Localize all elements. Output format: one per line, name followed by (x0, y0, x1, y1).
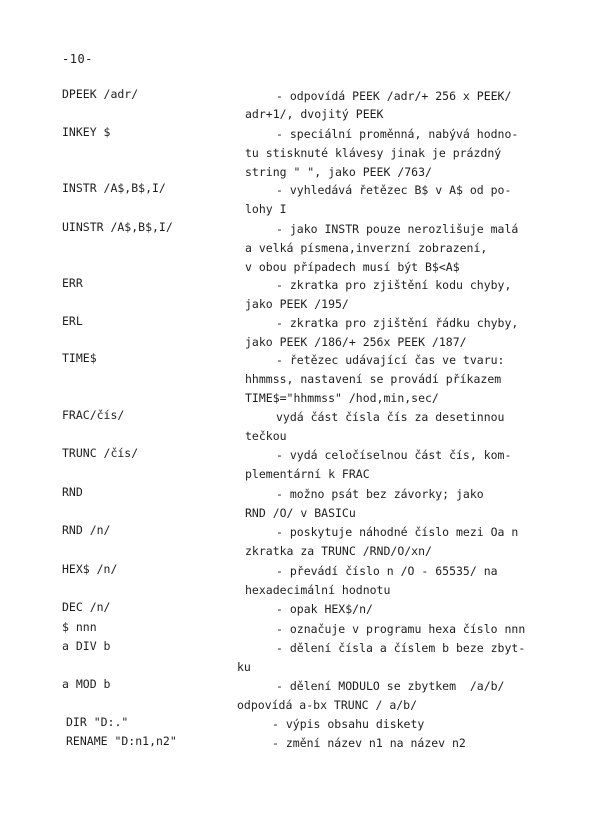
entry-description-line: - speciální proměnná, nabývá hodno- (276, 127, 519, 141)
entry-description-line: - jako INSTR pouze nerozlišuje malá (276, 222, 519, 236)
entry-term: HEX$ /n/ (62, 562, 118, 576)
entry-term: FRAC/čís/ (62, 408, 125, 422)
entry-description-line: - řetězec udávající čas ve tvaru: (276, 353, 505, 367)
entry-description-line: TIME$="hhmmss" /hod,min,sec/ (245, 391, 439, 405)
page-number: -10- (62, 52, 93, 66)
entry-description-line: - vydá celočíselnou část čís, kom- (276, 448, 512, 462)
entry-term: RENAME "D:n1,n2" (66, 734, 177, 748)
entry-description-line: - označuje v programu hexa číslo nnn (276, 622, 526, 636)
entry-term: ERL (62, 314, 83, 328)
entry-description-line: - odpovídá PEEK /adr/+ 256 x PEEK/ (276, 89, 512, 103)
entry-term: INKEY $ (62, 125, 111, 139)
entry-description-line: RND /O/ v BASICu (245, 506, 356, 520)
entry-description-line: - opak HEX$/n/ (276, 602, 373, 616)
entry-term: RND /n/ (62, 523, 111, 537)
entry-term: INSTR /A$,B$,I/ (62, 181, 166, 195)
entry-description-line: a velká písmena,inverzní zobrazení, (245, 241, 488, 255)
entry-description-line: - možno psát bez závorky; jako (276, 487, 484, 501)
entry-term: $ nnn (62, 620, 97, 634)
entry-description-line: - vyhledává řetězec B$ v A$ od po- (276, 183, 512, 197)
entry-term: UINSTR /A$,B$,I/ (62, 220, 173, 234)
entry-description-line: hhmmss, nastavení se provádí příkazem (245, 372, 502, 386)
entry-term: DEC /n/ (62, 600, 111, 614)
entry-description-line: adr+1/, dvojitý PEEK (245, 107, 384, 121)
entry-description-line: tu stisknuté klávesy jinak je prázdný (245, 146, 502, 160)
entry-description-line: v obou případech musí být B$<A$ (245, 260, 460, 274)
entry-description-line: tečkou (245, 429, 287, 443)
entry-term: a DIV b (62, 639, 111, 653)
entry-description-line: odpovídá a-bx TRUNC / a/b/ (237, 698, 418, 712)
entry-term: TIME$ (62, 351, 97, 365)
entry-term: TRUNC /čís/ (62, 446, 139, 460)
entry-description-line: zkratka za TRUNC /RND/O/xn/ (245, 544, 432, 558)
entry-description-line: string " ", jako PEEK /763/ (245, 165, 432, 179)
entry-description-line: jako PEEK /195/ (245, 297, 349, 311)
entry-description-line: - změní název n1 na název n2 (272, 736, 466, 750)
entry-description-line: jako PEEK /186/+ 256x PEEK /187/ (245, 335, 467, 349)
entry-description-line: - zkratka pro zjištění řádku chyby, (276, 316, 519, 330)
entry-term: DPEEK /adr/ (62, 87, 139, 101)
entry-description-line: - zkratka pro zjištění kodu chyby, (276, 278, 512, 292)
entry-description-line: - dělení MODULO se zbytkem /a/b/ (276, 679, 505, 693)
entry-description-line: plementární k FRAC (245, 467, 370, 481)
entry-term: DIR "D:." (66, 715, 129, 729)
entry-description-line: hexadecimální hodnotu (245, 583, 391, 597)
entry-description-line: ku (237, 660, 251, 674)
entry-term: ERR (62, 276, 83, 290)
entry-description-line: vydá část čísla čís za desetinnou (276, 410, 505, 424)
entry-description-line: lohy I (245, 202, 287, 216)
entry-description-line: - poskytuje náhodné číslo mezi Oa n (276, 525, 519, 539)
entry-description-line: - dělení čísla a číslem b beze zbyt- (276, 641, 526, 655)
entry-description-line: - převádí číslo n /O - 65535/ na (276, 564, 498, 578)
entry-term: a MOD b (62, 677, 111, 691)
entry-description-line: - výpis obsahu diskety (272, 717, 425, 731)
entry-term: RND (62, 485, 83, 499)
